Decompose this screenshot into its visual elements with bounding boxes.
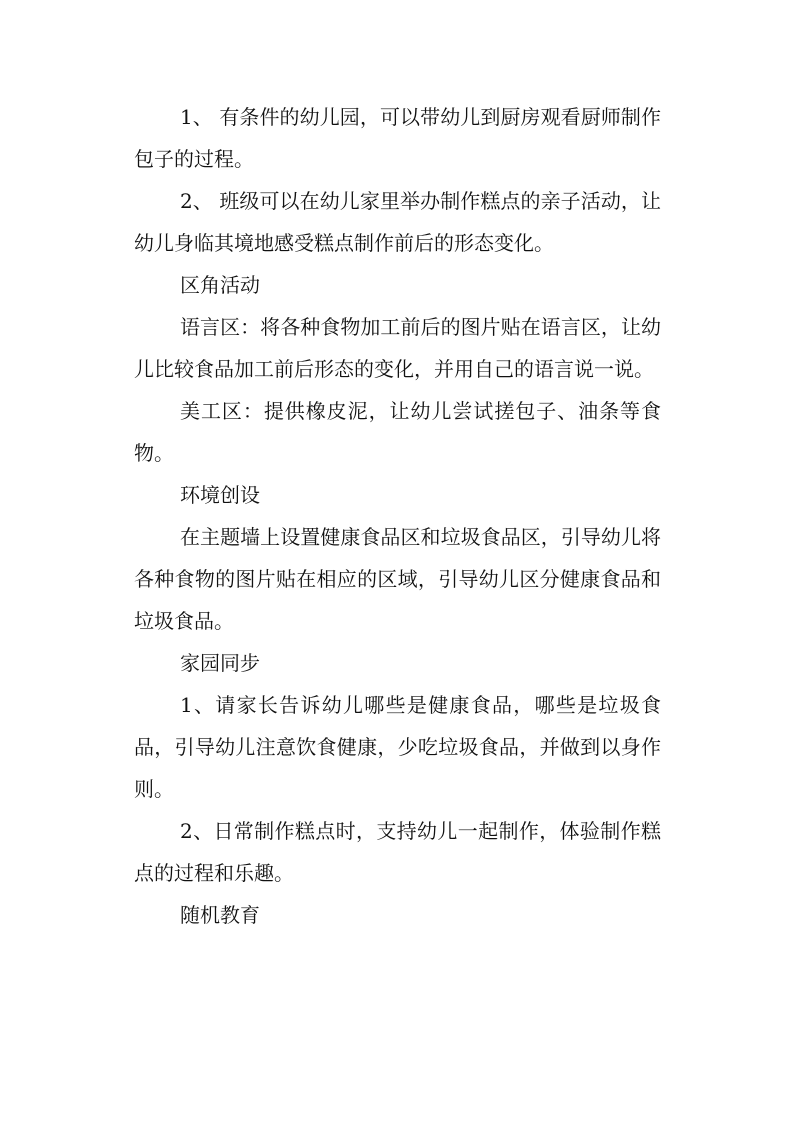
paragraph-language-area: 语言区：将各种食物加工前后的图片贴在语言区，让幼儿比较食品加工前后形态的变化，并用自己的语言说一说。	[134, 315, 661, 381]
paragraph-parents-healthy-food: 1、请家长告诉幼儿哪些是健康食品，哪些是垃圾食品，引导幼儿注意饮食健康，少吃垃圾食品，并做到以身作则。	[134, 693, 661, 801]
section-heading-incidental-education: 随机教育	[180, 903, 260, 927]
paragraph-theme-wall: 在主题墙上设置健康食品区和垃圾食品区，引导幼儿将各种食物的图片贴在相应的区域，引导幼儿区分健康食品和垃圾食品。	[134, 525, 661, 633]
section-heading-corner-activities: 区角活动	[180, 273, 260, 297]
section-heading-home-school: 家园同步	[180, 651, 260, 675]
section-heading-environment: 环境创设	[180, 483, 260, 507]
paragraph-parent-child-activity: 2、 班级可以在幼儿家里举办制作糕点的亲子活动，让幼儿身临其境地感受糕点制作前后的形态变化。	[134, 189, 661, 255]
paragraph-daily-baking: 2、日常制作糕点时，支持幼儿一起制作，体验制作糕点的过程和乐趣。	[134, 819, 661, 885]
paragraph-art-area: 美工区：提供橡皮泥，让幼儿尝试搓包子、油条等食物。	[134, 399, 661, 465]
document-body	[134, 96, 661, 936]
paragraph-kitchen-visit: 1、 有条件的幼儿园，可以带幼儿到厨房观看厨师制作包子的过程。	[134, 105, 661, 171]
